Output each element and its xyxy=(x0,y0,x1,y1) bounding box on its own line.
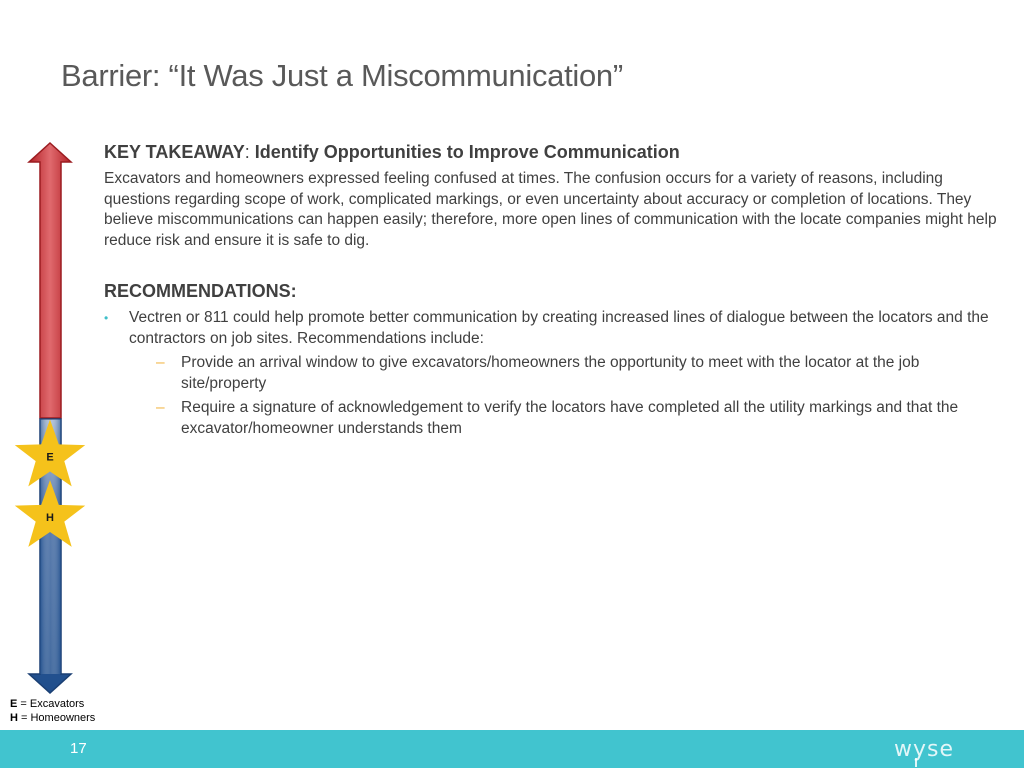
legend-item-excavators xyxy=(10,697,95,711)
page-number: 17 xyxy=(70,740,87,757)
marker-label-h: H xyxy=(46,512,54,524)
key-takeaway-separator: : xyxy=(244,142,255,162)
key-takeaway-title: Identify Opportunities to Improve Communication xyxy=(254,142,680,162)
list-item xyxy=(156,398,1004,439)
footer-bar xyxy=(0,730,1024,768)
recommendations-list xyxy=(104,308,1004,439)
logo-text: wyse xyxy=(894,737,955,762)
legend-key: E xyxy=(10,698,18,710)
legend-key: H xyxy=(10,712,18,724)
scale-legend xyxy=(10,697,95,725)
legend-text: = Excavators xyxy=(17,698,85,710)
scale-top-arrowhead xyxy=(29,143,71,418)
main-content xyxy=(104,142,1004,443)
recommendation-text: Vectren or 811 could help promote better communication by creating increased lines of dialogue between the locators and the contractors on job sites. Recommendations include: xyxy=(129,309,989,347)
list-item xyxy=(104,308,1004,439)
subitem-text: Require a signature of acknowledgement to verify the locators have completed all the utility markings and that the excavator/homeowner understands them xyxy=(181,399,959,437)
dash-icon: – xyxy=(156,399,165,416)
marker-label-e: E xyxy=(46,451,54,464)
key-takeaway-label: KEY TAKEAWAY xyxy=(104,142,245,162)
wyse-logo xyxy=(892,734,962,768)
list-item xyxy=(156,353,1004,394)
slide-title: Barrier: “It Was Just a Miscommunication” xyxy=(61,58,623,93)
key-takeaway-body: Excavators and homeowners expressed feeling confused at times. The confusion occurs for a variety of reasons, including questions regarding scope of work, complicated markings, or even uncertainty about accuracy or completion of locations. They believe miscommunications can happen easily; therefore, more open lines of communication with the locate companies might help reduce risk and ensure it is safe to dig. xyxy=(104,170,997,249)
key-takeaway-heading xyxy=(104,142,1004,163)
subitem-text: Provide an arrival window to give excavators/homeowners the opportunity to meet with the locator at the job site/property xyxy=(181,354,920,392)
legend-item-homeowners xyxy=(10,711,95,725)
risk-scale-arrow xyxy=(0,0,100,700)
legend-text: = Homeowners xyxy=(17,712,96,724)
recommendations-heading: RECOMMENDATIONS: xyxy=(104,281,297,301)
dash-icon: – xyxy=(156,354,165,371)
recommendation-subitems xyxy=(129,353,1004,439)
bullet-icon: • xyxy=(104,311,109,325)
